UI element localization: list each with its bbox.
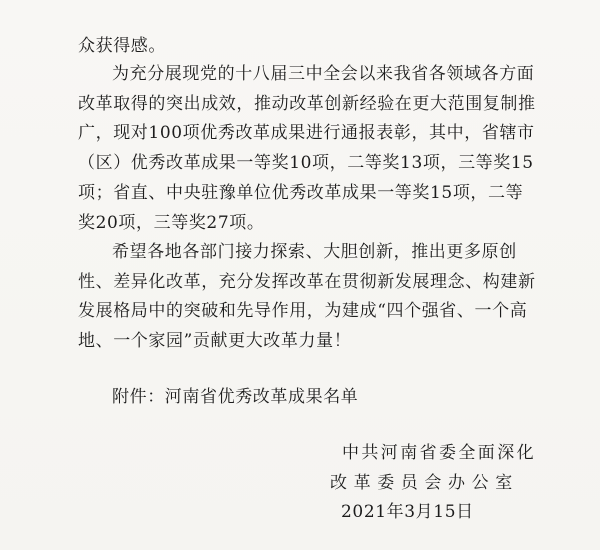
body-line-1: 众获得感。 <box>78 36 166 56</box>
signature-date: 2021年3月15日 <box>341 502 474 522</box>
body-line-7: 奖20项，三等奖27项。 <box>78 213 265 233</box>
body-line-3: 改革取得的突出成效，推动改革创新经验在更大范围复制推 <box>78 94 536 114</box>
body-line-4: 广，现对100项优秀改革成果进行通报表彰，其中，省辖市 <box>78 123 535 143</box>
body-line-11: 地、一个家园”贡献更大改革力量！ <box>78 331 352 351</box>
body-line-5: （区）优秀改革成果一等奖10项，二等奖13项，三等奖15 <box>78 153 534 173</box>
body-line-2: 为充分展现党的十八届三中全会以来我省各领域各方面 <box>112 64 535 84</box>
body-line-10: 发展格局中的突破和先导作用，为建成“四个强省、一个高 <box>78 301 528 321</box>
signature-org-line-1: 中共河南省委全面深化 <box>342 443 536 463</box>
body-line-8: 希望各地各部门接力探索、大胆创新，推出更多原创 <box>112 242 517 262</box>
body-line-6: 项；省直、中央驻豫单位优秀改革成果一等奖15项，二等 <box>78 183 524 203</box>
annex-note: 附件：河南省优秀改革成果名单 <box>112 387 359 407</box>
body-line-9: 性、差异化改革，充分发挥改革在贯彻新发展理念、构建新 <box>78 272 536 292</box>
signature-org-line-2: 改革委员会办公室 <box>330 473 519 493</box>
